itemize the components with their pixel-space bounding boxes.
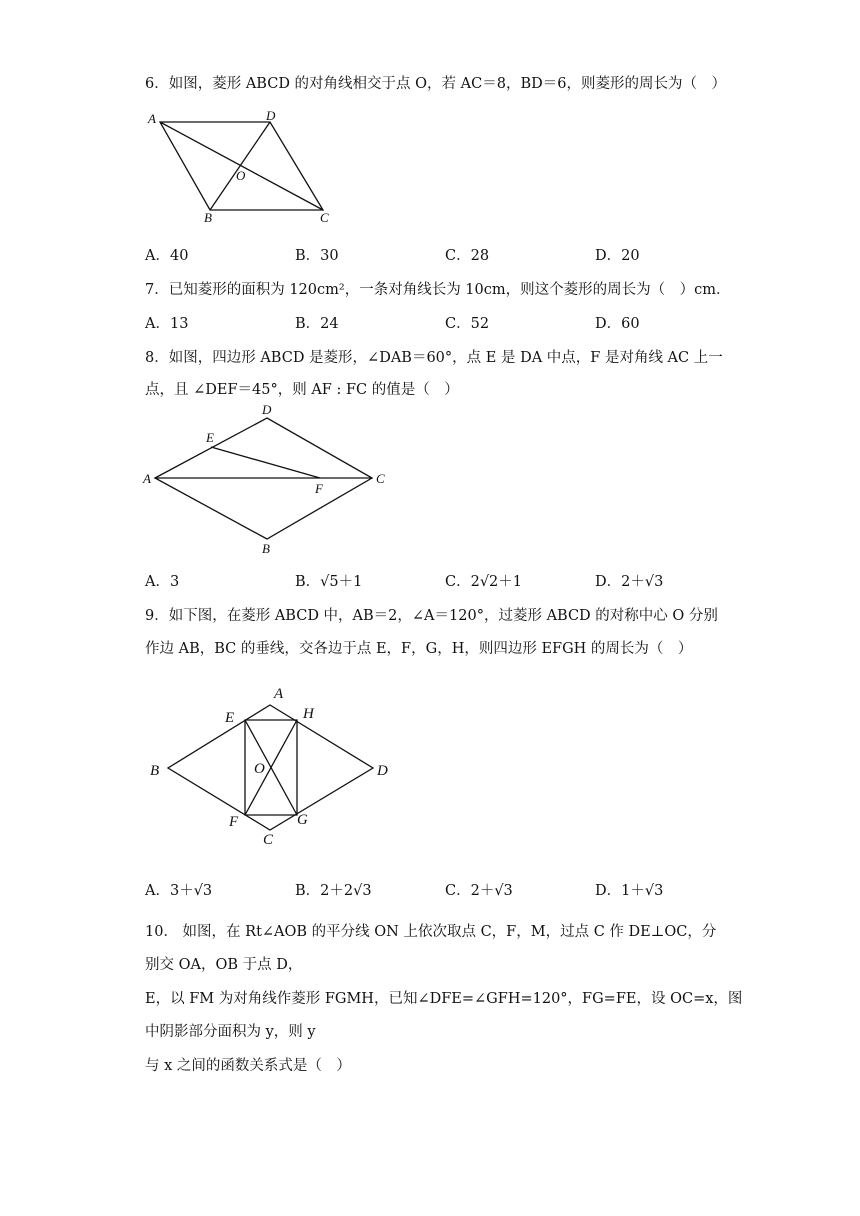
- q9-option-d: D．1＋√3: [595, 883, 664, 899]
- q9-label-o: O: [254, 761, 265, 777]
- q7-stem: 7．已知菱形的面积为 120cm²，一条对角线长为 10cm，则这个菱形的周长为（ ）cm．: [145, 282, 731, 298]
- q10-line4: 中阴影部分面积为 y，则 y: [145, 1024, 316, 1040]
- q8-label-b: B: [262, 541, 270, 556]
- q10-line5: 与 x 之间的函数关系式是（ ）: [145, 1058, 351, 1074]
- q8-label-a: A: [143, 471, 151, 486]
- q6-label-a: A: [148, 111, 156, 126]
- q8-label-c: C: [376, 471, 385, 486]
- q8-option-c: C．2√2＋1: [445, 574, 523, 590]
- q6-label-d: D: [266, 108, 276, 123]
- q6-option-b: B．30: [295, 248, 339, 264]
- q9-label-a: A: [274, 686, 284, 702]
- q6-rhombus-figure: [140, 105, 340, 230]
- q9-label-c: C: [263, 832, 274, 848]
- q9-stem-line1: 9．如下图，在菱形 ABCD 中，AB＝2，∠A＝120°，过菱形 ABCD 的对称中心 O 分别: [145, 608, 718, 624]
- q9-option-b: B．2＋2√3: [295, 883, 372, 899]
- q8-label-e: E: [206, 430, 214, 445]
- q6-stem: 6．如图，菱形 ABCD 的对角线相交于点 O，若 AC＝8，BD＝6，则菱形的周长为（ ）: [145, 76, 726, 92]
- q6-label-o: O: [236, 168, 246, 183]
- q10-line2: 别交 OA，OB 于点 D，: [145, 957, 303, 973]
- q8-option-b: B．√5＋1: [295, 574, 363, 590]
- q9-label-h: H: [303, 706, 314, 722]
- q9-label-b: B: [150, 763, 160, 779]
- q6-diagonal-bd: [210, 122, 270, 210]
- q9-label-f: F: [229, 814, 239, 830]
- q6-option-c: C．28: [445, 248, 490, 264]
- q8-stem-line1: 8．如图，四边形 ABCD 是菱形，∠DAB＝60°，点 E 是 DA 中点，F 是对角线 AC 上一: [145, 350, 723, 366]
- q8-option-d: D．2＋√3: [595, 574, 664, 590]
- q9-option-c: C．2＋√3: [445, 883, 513, 899]
- q8-label-d: D: [262, 402, 272, 417]
- q7-option-d: D．60: [595, 316, 640, 332]
- q8-option-a: A．3: [145, 574, 180, 590]
- q9-label-g: G: [297, 812, 308, 828]
- q6-option-a: A．40: [145, 248, 189, 264]
- q8-stem-line2: 点，且 ∠DEF＝45°，则 AF : FC 的值是（ ）: [145, 382, 459, 398]
- q9-rhombus-figure: [140, 680, 410, 850]
- q9-label-e: E: [225, 710, 235, 726]
- q6-label-c: C: [320, 210, 329, 225]
- q8-segment-ef: [211, 447, 320, 478]
- q9-option-a: A．3＋√3: [145, 883, 213, 899]
- q9-stem-line2: 作边 AB，BC 的垂线，交各边于点 E，F，G，H，则四边形 EFGH 的周长为（ ）: [145, 641, 693, 657]
- q10-line3: E，以 FM 为对角线作菱形 FGMH，已知∠DFE=∠GFH=120°，FG=FE，设 OC=x，图: [145, 991, 743, 1007]
- q8-label-f: F: [315, 481, 323, 496]
- q10-line1: 10． 如图，在 Rt∠AOB 的平分线 ON 上依次取点 C，F，M，过点 C 作 DE⊥OC，分: [145, 924, 717, 940]
- q7-option-a: A．13: [145, 316, 189, 332]
- q7-option-c: C．52: [445, 316, 490, 332]
- q8-rhombus-figure: [140, 400, 400, 560]
- q6-option-d: D．20: [595, 248, 640, 264]
- q9-label-d: D: [377, 763, 388, 779]
- q6-label-b: B: [204, 210, 212, 225]
- q7-option-b: B．24: [295, 316, 339, 332]
